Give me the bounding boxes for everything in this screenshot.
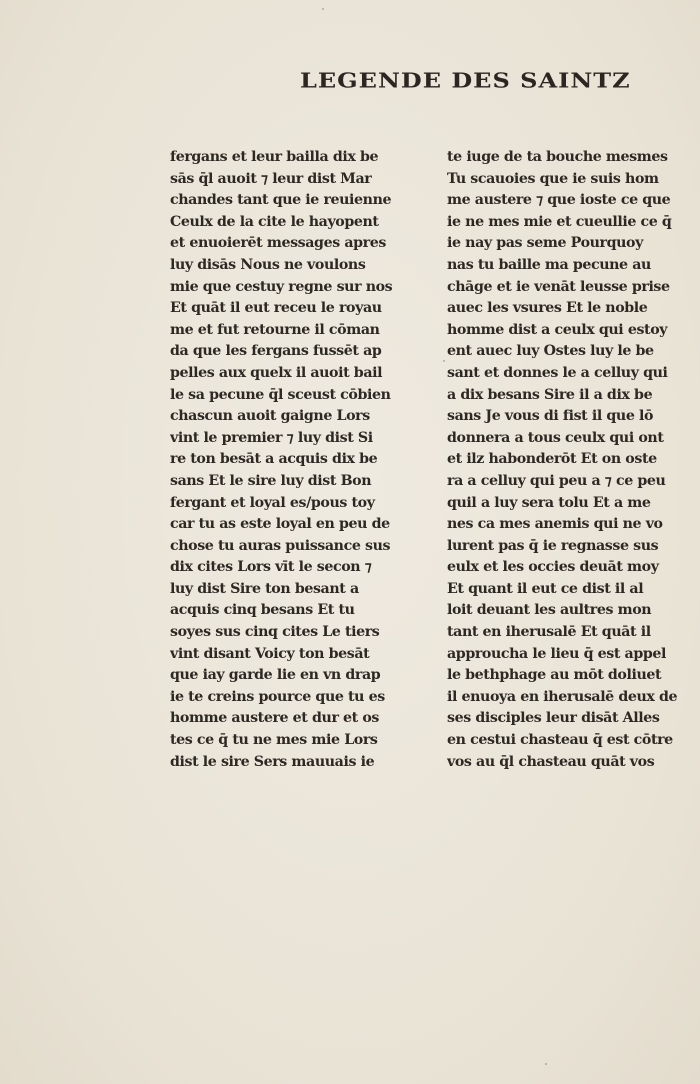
left-column-line: dix cites Lors vīt le secon ⁊ xyxy=(170,559,372,576)
right-column-line: ra a celluy qui peu a ⁊ ce peu xyxy=(447,472,666,489)
left-column-line: luy dist Sire ton besant a xyxy=(170,580,359,597)
left-column-line: le sa pecune q̄l sceust cōbien xyxy=(170,386,391,403)
left-column-line: acquis cinq besans Et tu xyxy=(170,602,355,619)
right-column-line: nas tu baille ma pecune au xyxy=(447,256,651,273)
right-column-line: il enuoya en iherusalē deux de xyxy=(447,688,678,705)
left-column-line: vint le premier ⁊ luy dist Si xyxy=(170,429,373,446)
right-column-line: le bethphage au mōt doliuet xyxy=(447,667,662,684)
left-column-line: sans Et le sire luy dist Bon xyxy=(170,472,372,489)
right-column-line: tant en iherusalē Et quāt il xyxy=(447,624,651,641)
right-column-line: et ilz habonderōt Et on oste xyxy=(447,451,657,468)
right-column-line: te iuge de ta bouche mesmes xyxy=(447,149,668,165)
right-column-line: ent auec luy Ostes luy le be xyxy=(447,343,654,360)
right-column-line: homme dist a ceulx qui estoy xyxy=(447,321,668,338)
paper-speck xyxy=(545,1063,547,1065)
right-column-line: ie nay pas seme Pourquoy xyxy=(447,235,643,252)
left-column-line: que iay garde lie en vn drap xyxy=(170,667,381,684)
right-column-line: Et quant il eut ce dist il al xyxy=(447,580,644,597)
left-column-line: ie te creins pource que tu es xyxy=(170,688,385,705)
right-column-line: ie ne mes mie et cueullie ce q̄ xyxy=(447,213,672,230)
left-column-line: car tu as este loyal en peu de xyxy=(170,516,390,533)
right-column-line: sant et donnes le a celluy qui xyxy=(447,364,668,381)
left-column-line: homme austere et dur et os xyxy=(170,710,380,727)
running-head: LEGENDE DES SAINTZ xyxy=(300,68,631,93)
left-column-line: luy disās Nous ne voulons xyxy=(170,256,366,273)
right-column-line: auec les vsures Et le noble xyxy=(447,300,648,317)
right-column-line: chāge et ie venāt leusse prise xyxy=(447,278,670,295)
right-column-line: me austere ⁊ que ioste ce que xyxy=(447,192,671,209)
left-column-line: da que les fergans fussēt ap xyxy=(170,343,382,360)
right-column-line: ses disciples leur disāt Alles xyxy=(447,710,660,727)
right-text-column xyxy=(447,147,679,773)
left-column-line: soyes sus cinq cites Le tiers xyxy=(170,624,380,641)
left-column-line: pelles aux quelx il auoit bail xyxy=(170,364,383,381)
left-column-line: vint disant Voicy ton besāt xyxy=(170,645,370,662)
left-column-line: sās q̄l auoit ⁊ leur dist Mar xyxy=(170,170,372,187)
left-column-line: me et fut retourne il cōman xyxy=(170,321,380,338)
left-column-line: fergans et leur bailla dix be xyxy=(170,149,379,165)
left-column-line: fergant et loyal es/pous toy xyxy=(170,494,375,511)
paper-speck xyxy=(443,360,445,362)
right-column-line: en cestui chasteau q̄ est cōtre xyxy=(447,732,673,749)
right-column-line: approucha le lieu q̄ est appel xyxy=(447,645,667,662)
right-column-line: lurent pas q̄ ie regnasse sus xyxy=(447,537,659,554)
left-column-line: Et quāt il eut receu le royau xyxy=(170,300,382,317)
left-column-line: tes ce q̄ tu ne mes mie Lors xyxy=(170,732,378,749)
right-column-line: vos au q̄l chasteau quāt vos xyxy=(447,753,655,770)
right-column-line: loit deuant les aultres mon xyxy=(447,602,652,619)
left-column-line: re ton besāt a acquis dix be xyxy=(170,451,378,468)
right-column-line: donnera a tous ceulx qui ont xyxy=(447,429,664,446)
left-column-line: mie que cestuy regne sur nos xyxy=(170,278,393,295)
left-column-line: chascun auoit gaigne Lors xyxy=(170,408,370,425)
left-column-line: chose tu auras puissance sus xyxy=(170,537,391,554)
left-column-line: Ceulx de la cite le hayopent xyxy=(170,213,379,230)
left-text-column xyxy=(170,147,400,773)
right-column-line: quil a luy sera tolu Et a me xyxy=(447,494,651,511)
left-column-line: et enuoierēt messages apres xyxy=(170,235,386,252)
left-column-line: dist le sire Sers mauuais ie xyxy=(170,753,375,770)
right-column-line: a dix besans Sire il a dix be xyxy=(447,386,653,403)
paper-speck xyxy=(322,8,324,10)
left-column-line: chandes tant que ie reuienne xyxy=(170,192,392,209)
right-column-line: Tu scauoies que ie suis hom xyxy=(447,170,659,187)
right-column-line: eulx et les occies deuāt moy xyxy=(447,559,659,576)
right-column-line: sans Je vous di fist il que lō xyxy=(447,408,654,425)
right-column-line: nes ca mes anemis qui ne vo xyxy=(447,516,663,533)
